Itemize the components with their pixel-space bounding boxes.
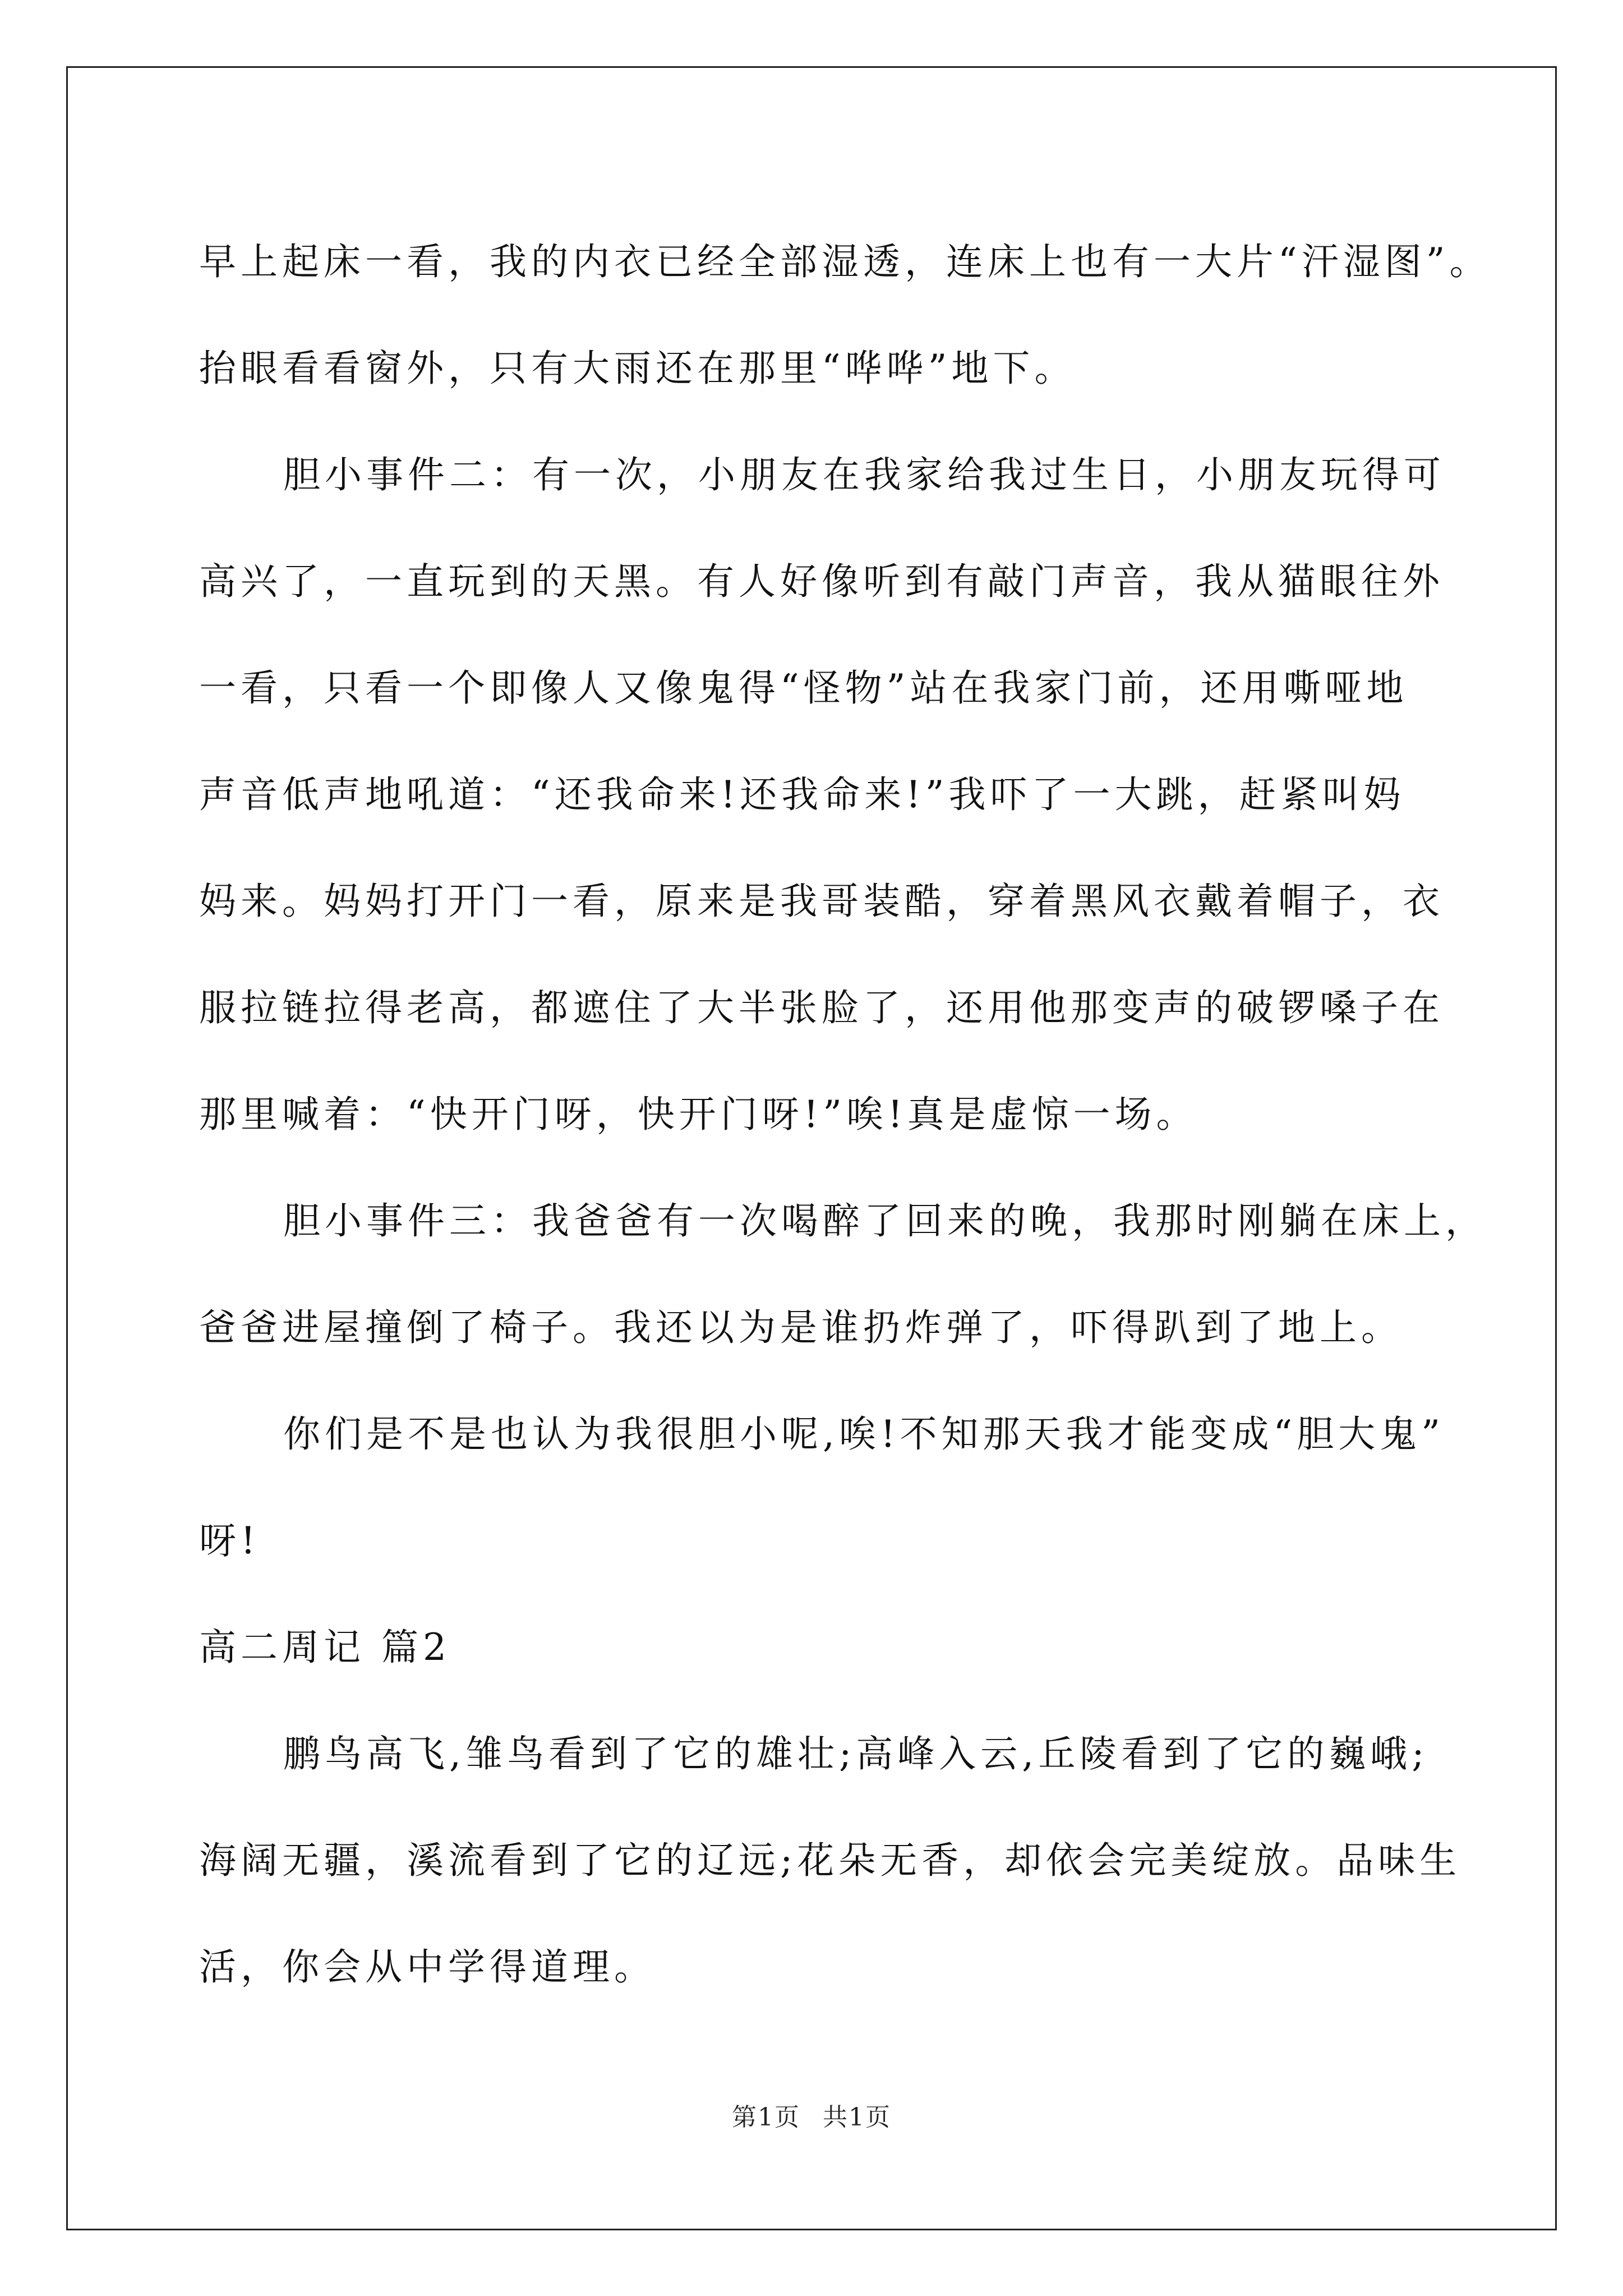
page-number-current: 第1页 — [732, 2103, 800, 2132]
paragraph-line: 海阔无疆，溪流看到了它的辽远;花朵无香，却依会完美绽放。品味生 — [199, 1839, 1461, 1882]
paragraph-line: 胆小事件三：我爸爸有一次喝醉了回来的晚，我那时刚躺在床上， — [283, 1199, 1487, 1243]
paragraph-line: 爸爸进屋撞倒了椅子。我还以为是谁扔炸弹了，吓得趴到了地上。 — [199, 1306, 1403, 1349]
paragraph-line: 一看，只看一个即像人又像鬼得“怪物”站在我家门前，还用嘶哑地 — [199, 666, 1408, 710]
paragraph-line: 胆小事件二：有一次，小朋友在我家给我过生日，小朋友玩得可 — [283, 453, 1445, 496]
section-heading: 高二周记 篇2 — [199, 1626, 451, 1669]
document-body — [199, 209, 1491, 2021]
paragraph-line: 那里喊着：“快开门呀，快开门呀!”唉!真是虚惊一场。 — [199, 1093, 1198, 1136]
paragraph-line: 妈来。妈妈打开门一看，原来是我哥装酷，穿着黑风衣戴着帽子，衣 — [199, 880, 1444, 923]
paragraph-line: 声音低声地吼道：“还我命来!还我命来!”我吓了一大跳，赶紧叫妈 — [199, 773, 1405, 816]
paragraph-line: 服拉链拉得老高，都遮住了大半张脸了，还用他那变声的破锣嗓子在 — [199, 986, 1444, 1029]
paragraph-line: 早上起床一看，我的内衣已经全部湿透，连床上也有一大片“汗湿图”。 — [199, 240, 1491, 283]
paragraph-line: 鹏鸟高飞,雏鸟看到了它的雄壮;高峰入云,丘陵看到了它的巍峨; — [283, 1732, 1429, 1775]
page-footer — [0, 2097, 1623, 2133]
paragraph-line: 活，你会从中学得道理。 — [199, 1945, 656, 1989]
paragraph-line: 你们是不是也认为我很胆小呢,唉!不知那天我才能变成“胆大鬼” — [283, 1412, 1445, 1456]
paragraph-line: 呀! — [199, 1519, 260, 1562]
paragraph-line: 抬眼看看窗外，只有大雨还在那里“哗哗”地下。 — [199, 347, 1076, 390]
page-number-total: 共1页 — [823, 2103, 891, 2132]
paragraph-line: 高兴了，一直玩到的天黑。有人好像听到有敲门声音，我从猫眼往外 — [199, 560, 1444, 603]
